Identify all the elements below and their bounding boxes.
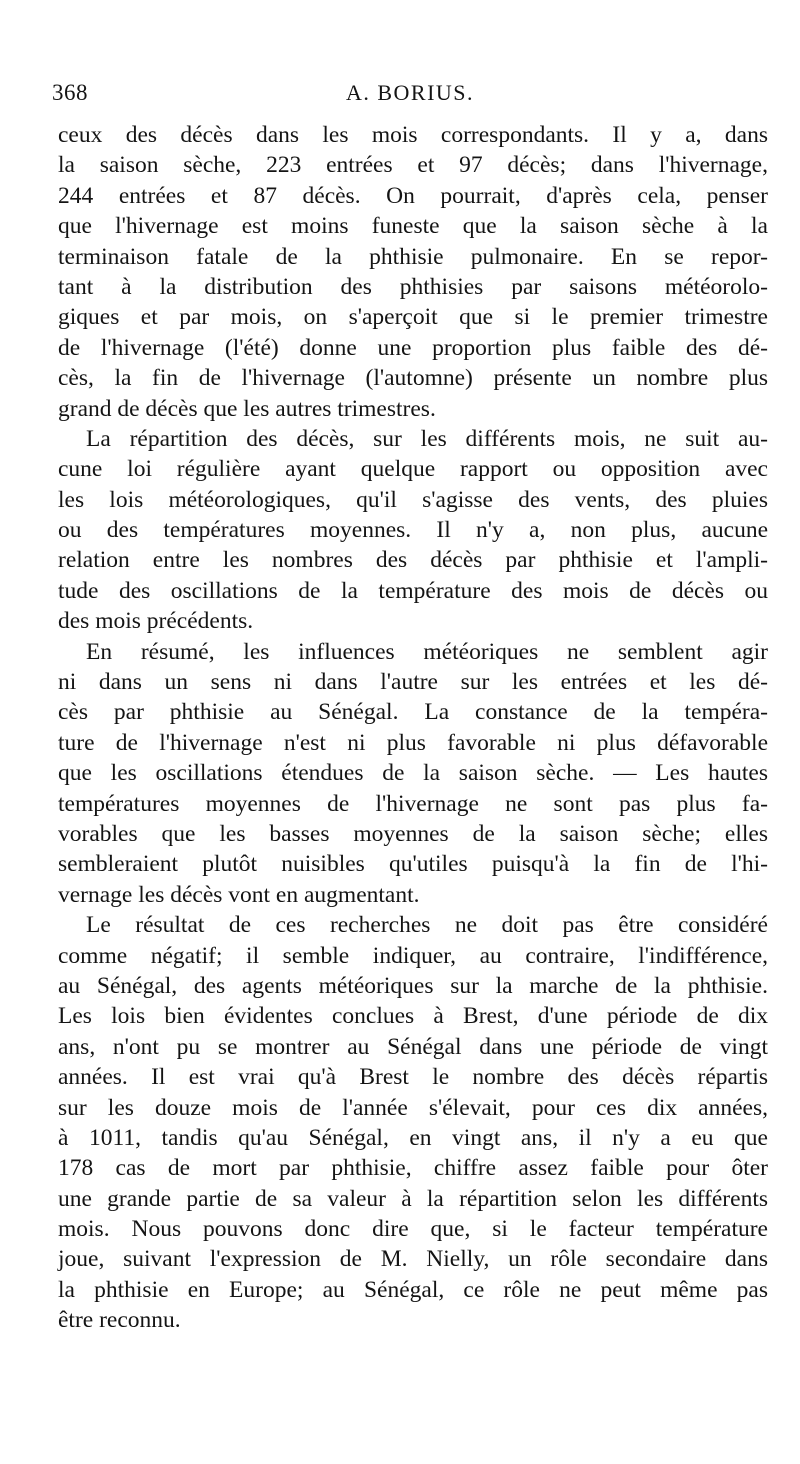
text-line: tant à la distribution des phthisies par saisons météorolo- [58,273,768,300]
text-line: cès, la fin de l'hivernage (l'automne) présente un nombre plus [58,365,768,392]
text-line: relation entre les nombres des décès par phthisie et l'ampli- [58,547,768,574]
paragraph-first-line: En résumé, les influences météoriques ne semblent agir [86,638,768,665]
text-line: que l'hivernage est moins funeste que la saison sèche à la [58,213,768,240]
paragraph-first-line: La répartition des décès, sur les différents mois, ne suit au- [86,425,768,452]
text-line: ou des températures moyennes. Il n'y a, non plus, aucune [58,517,768,544]
paragraph-first-line: Le résultat de ces recherches ne doit pas être considéré [86,912,768,939]
text-line: grand de décès que les autres trimestres. [58,395,436,422]
text-line: comme négatif; il semble indiquer, au contraire, l'indifférence, [58,942,768,969]
text-line: les lois météorologiques, qu'il s'agisse des vents, des pluies [58,486,768,513]
text-line: tude des oscillations de la température des mois de décès ou [58,577,768,604]
running-title: A. BORIUS. [345,80,475,105]
text-line: Les lois bien évidentes conclues à Brest, d'une période de dix [58,1003,768,1030]
text-line: être reconnu. [58,1307,181,1334]
text-line: la saison sèche, 223 entrées et 97 décès; dans l'hivernage, [58,152,768,179]
text-line: ni dans un sens ni dans l'autre sur les entrées et les dé- [58,669,768,696]
text-line: ture de l'hivernage n'est ni plus favorable ni plus défavorable [58,729,768,756]
running-head [52,80,768,114]
text-line: sembleraient plutôt nuisibles qu'utiles puisqu'à la fin de l'hi- [58,851,768,878]
text-line: une grande partie de sa valeur à la répartition selon les différents [58,1185,768,1212]
text-line: ans, n'ont pu se montrer au Sénégal dans une période de vingt [58,1033,768,1060]
text-line: températures moyennes de l'hivernage ne sont pas plus fa- [58,790,768,817]
text-line: 244 entrées et 87 décès. On pourrait, d'après cela, penser [58,182,768,209]
text-line: la phthisie en Europe; au Sénégal, ce rôle ne peut même pas [58,1276,768,1303]
body-text [58,120,768,1336]
text-line: mois. Nous pouvons donc dire que, si le facteur température [58,1216,768,1243]
text-line: de l'hivernage (l'été) donne une proportion plus faible des dé- [58,334,768,361]
text-line: terminaison fatale de la phthisie pulmonaire. En se repor- [58,243,768,270]
text-line: 178 cas de mort par phthisie, chiffre assez faible pour ôter [58,1155,768,1182]
text-line: vorables que les basses moyennes de la saison sèche; elles [58,820,768,847]
text-line: années. Il est vrai qu'à Brest le nombre des décès répartis [58,1064,768,1091]
text-line: cès par phthisie au Sénégal. La constance de la tempéra- [58,699,768,726]
page-number: 368 [52,80,88,105]
text-line: à 1011, tandis qu'au Sénégal, en vingt ans, il n'y a eu que [58,1124,768,1151]
text-line: ceux des décès dans les mois correspondants. Il y a, dans [58,122,768,148]
text-line: giques et par mois, on s'aperçoit que si le premier trimestre [58,304,768,331]
text-line: des mois précédents. [58,608,254,635]
text-line: cune loi régulière ayant quelque rapport ou opposition avec [58,456,768,483]
text-line: joue, suivant l'expression de M. Nielly, un rôle secondaire dans [58,1246,768,1273]
text-line: sur les douze mois de l'année s'élevait, pour ces dix années, [58,1094,768,1121]
text-line: vernage les décès vont en augmentant. [58,881,420,908]
text-line: au Sénégal, des agents météoriques sur la marche de la phthisie. [58,972,768,999]
text-line: que les oscillations étendues de la saison sèche. — Les hautes [58,760,768,787]
